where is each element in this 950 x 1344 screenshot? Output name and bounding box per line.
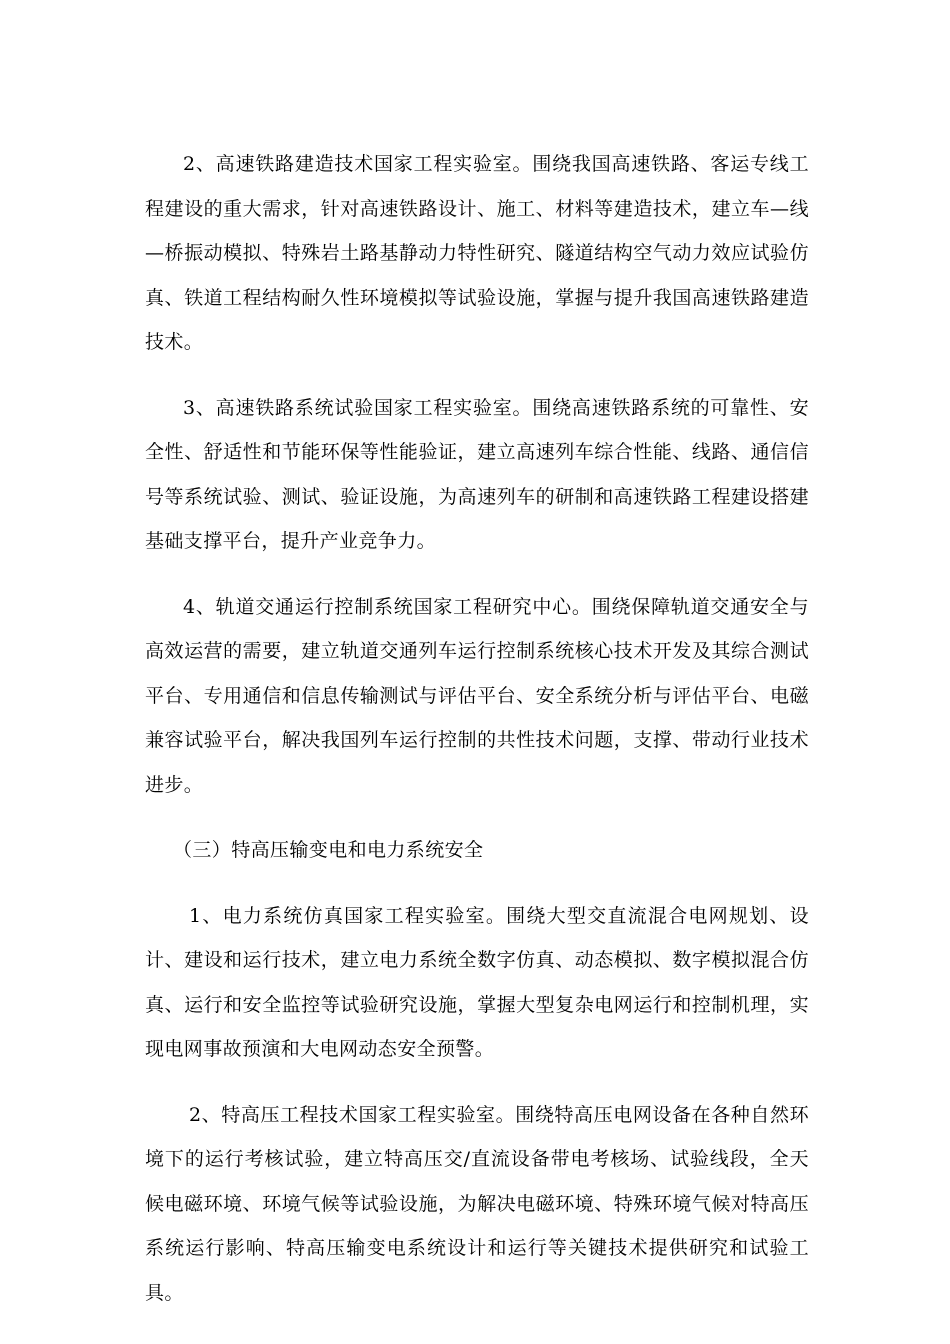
paragraph-high-speed-rail-construction-lab: 2、高速铁路建造技术国家工程实验室。围绕我国高速铁路、客运专线工程建设的重大需求，针对高速铁路设计、施工、材料等建造技术，建立车—线—桥振动模拟、特殊岩土路基静动力特性研究、隧道结构空气动力效应试验仿真、铁道工程结构耐久性环境模拟等试验设施，掌握与提升我国高速铁路建造技术。 (145, 153, 809, 353)
section-heading-uhv-power: （三）特高压输变电和电力系统安全 (173, 839, 484, 861)
document-body (145, 142, 809, 1336)
paragraph-rail-transit-control-center: 4、轨道交通运行控制系统国家工程研究中心。围绕保障轨道交通安全与高效运营的需要，建立轨道交通列车运行控制系统核心技术开发及其综合测试平台、专用通信和信息传输测试与评估平台、安全系统分析与评估平台、电磁兼容试验平台，解决我国列车运行控制的共性技术问题，支撑、带动行业技术进步。 (145, 595, 809, 796)
paragraph-high-speed-rail-system-test-lab: 3、高速铁路系统试验国家工程实验室。围绕高速铁路系统的可靠性、安全性、舒适性和节能环保等性能验证，建立高速列车综合性能、线路、通信信号等系统试验、测试、验证设施，为高速列车的研制和高速铁路工程建设搭建基础支撑平台，提升产业竞争力。 (145, 396, 809, 552)
paragraph-uhv-engineering-lab: 2、特高压工程技术国家工程实验室。围绕特高压电网设备在各种自然环境下的运行考核试验，建立特高压交/直流设备带电考核场、试验线段，全天候电磁环境、环境气候等试验设施，为解决电磁环境、特殊环境气候对特高压系统运行影响、特高压输变电系统设计和运行等关键技术提供研究和试验工具。 (145, 1103, 809, 1304)
paragraph-power-system-simulation-lab: 1、电力系统仿真国家工程实验室。围绕大型交直流混合电网规划、设计、建设和运行技术，建立电力系统全数字仿真、动态模拟、数字模拟混合仿真、运行和安全监控等试验研究设施，掌握大型复杂电网运行和控制机理，实现电网事故预演和大电网动态安全预警。 (145, 904, 809, 1060)
